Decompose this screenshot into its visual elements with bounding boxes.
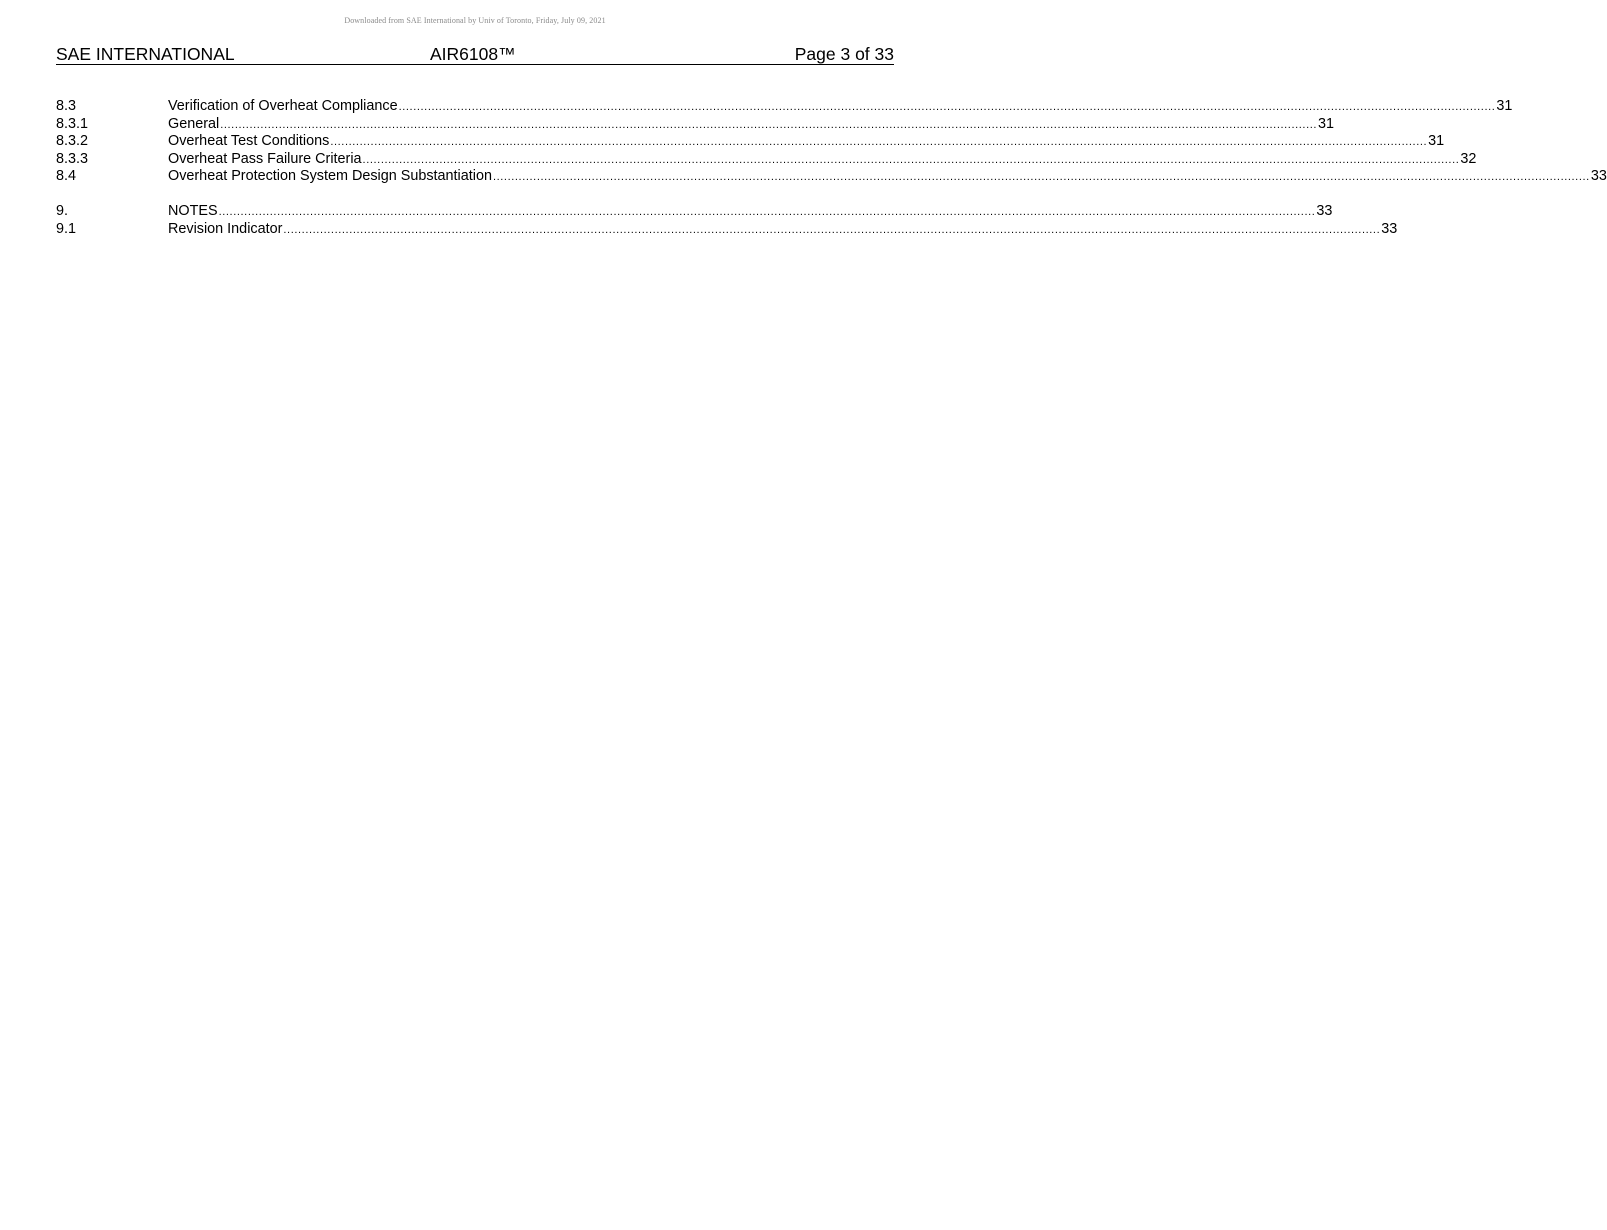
- download-watermark: Downloaded from SAE International by Univ of Toronto, Friday, July 09, 2021: [344, 16, 606, 25]
- toc-dot-leader: ............................................................................................................................................................................................................................................................................................................: [218, 205, 1316, 218]
- organization-name: SAE INTERNATIONAL: [56, 44, 235, 64]
- toc-page-number: 33: [1381, 220, 1398, 237]
- toc-section-number: 8.3.1: [56, 115, 89, 132]
- toc-section-number: 8.3: [56, 98, 77, 114]
- toc-section-title: Verification of Overheat Compliance: [168, 98, 398, 114]
- toc-entry[interactable]: [56, 98, 1513, 116]
- toc-dot-leader: ............................................................................................................................................................................................................................................................................................................: [398, 101, 1496, 113]
- toc-page-number: 31: [1318, 115, 1335, 132]
- page-header: [56, 44, 894, 65]
- toc-section-title: Overheat Protection System Design Substantiation: [168, 168, 492, 185]
- toc-entry[interactable]: [56, 115, 1335, 134]
- toc-group-spacer: [56, 186, 881, 203]
- toc-section-title: Revision Indicator: [168, 220, 283, 237]
- toc-entry[interactable]: [56, 202, 1333, 221]
- toc-section-number: 9.: [56, 202, 69, 219]
- toc-entry[interactable]: [56, 168, 1607, 186]
- document-id: AIR6108™: [430, 44, 516, 64]
- toc-entry[interactable]: [56, 220, 1398, 239]
- toc-section-title: Overheat Pass Failure Criteria: [168, 150, 362, 167]
- toc-section-title: General: [168, 115, 220, 132]
- toc-page-number: 31: [1428, 133, 1445, 150]
- toc-page-number: 32: [1460, 150, 1477, 167]
- toc-dot-leader: ............................................................................................................................................................................................................................................................................................................: [283, 223, 1381, 236]
- toc-section-number: 8.3.2: [56, 133, 89, 150]
- toc-section-title: NOTES: [168, 202, 218, 219]
- toc-dot-leader: ............................................................................................................................................................................................................................................................................................................: [330, 136, 1428, 149]
- toc-entry[interactable]: [56, 150, 1477, 169]
- toc-entry[interactable]: [56, 133, 1445, 151]
- toc-section-number: 8.4: [56, 168, 77, 185]
- table-of-contents: [56, 98, 1607, 238]
- toc-dot-leader: ............................................................................................................................................................................................................................................................................................................: [492, 171, 1590, 184]
- page-number: Page 3 of 33: [794, 44, 894, 64]
- toc-page-number: 33: [1316, 202, 1333, 219]
- toc-page-number: 33: [1590, 168, 1607, 185]
- toc-section-number: 8.3.3: [56, 150, 89, 167]
- toc-page-number: 31: [1496, 98, 1513, 114]
- toc-section-number: 9.1: [56, 220, 77, 237]
- toc-dot-leader: ............................................................................................................................................................................................................................................................................................................: [220, 118, 1318, 131]
- toc-dot-leader: ............................................................................................................................................................................................................................................................................................................: [362, 153, 1460, 166]
- toc-section-title: Overheat Test Conditions: [168, 133, 330, 150]
